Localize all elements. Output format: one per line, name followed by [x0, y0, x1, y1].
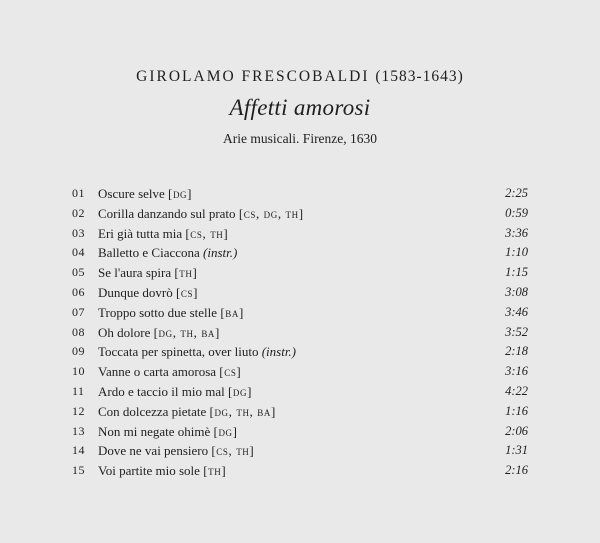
track-performers: [dg] [213, 423, 238, 439]
track-title: Dove ne vai pensiero [98, 443, 209, 459]
track-row [72, 283, 528, 303]
track-title-line [98, 323, 220, 343]
work-subtitle: Arie musicali. Firenze, 1630 [222, 131, 378, 146]
track-row [72, 402, 528, 422]
track-duration: 2:06 [505, 423, 528, 438]
track-instrumental-note: (instr.) [203, 245, 238, 261]
track-number: 12 [72, 403, 85, 418]
track-duration: 2:18 [505, 344, 528, 359]
track-duration: 2:16 [505, 463, 528, 478]
track-performers: [cs, dg, th] [238, 205, 304, 221]
track-title: Toccata per spinetta, over liuto [98, 344, 259, 360]
track-duration: 3:46 [505, 304, 528, 319]
track-title-line [98, 184, 192, 204]
track-title: Vanne o carta amorosa [98, 364, 217, 380]
track-duration: 2:25 [505, 186, 528, 200]
track-row [72, 461, 528, 481]
track-title: Se l'aura spira [98, 265, 172, 281]
track-title-line [98, 422, 238, 442]
track-performers: [dg] [227, 383, 253, 399]
track-title: Troppo sotto due stelle [98, 304, 218, 320]
track-list [72, 184, 528, 481]
track-title-line [98, 382, 252, 402]
track-title: Voi partite mio sole [98, 463, 200, 479]
track-title: Ardo e taccio il mio mal [98, 383, 225, 399]
track-row [72, 184, 528, 204]
track-instrumental-note: (instr.) [261, 344, 297, 360]
track-number: 11 [72, 383, 85, 398]
track-performers: [dg, th, ba] [153, 324, 220, 340]
track-row [72, 441, 528, 461]
track-number: 10 [72, 364, 85, 379]
track-number: 03 [72, 225, 85, 240]
track-title: Con dolcezza pietate [98, 403, 207, 419]
track-performers: [ba] [220, 304, 244, 320]
track-title-line [98, 303, 244, 323]
track-row [72, 263, 528, 283]
track-row [72, 224, 528, 244]
track-title: Oh dolore [98, 324, 151, 340]
track-number: 04 [72, 245, 85, 260]
track-title-line [98, 243, 237, 263]
track-number: 06 [72, 284, 85, 299]
track-number: 07 [72, 304, 85, 319]
track-performers: [cs, th] [211, 443, 255, 459]
track-duration: 1:31 [505, 443, 528, 458]
track-title-line [98, 342, 296, 362]
track-row [72, 323, 528, 343]
header [0, 66, 600, 148]
track-duration: 0:59 [505, 205, 528, 220]
track-duration: 1:15 [505, 265, 528, 280]
track-title: Oscure selve [98, 186, 165, 201]
track-title-line [98, 362, 241, 382]
track-performers: [th] [174, 265, 198, 281]
composer-name: GIROLAMO FRESCOBALDI [136, 68, 370, 85]
track-number: 01 [72, 186, 85, 200]
track-row [72, 303, 528, 323]
work-title: Affetti amorosi [229, 95, 371, 120]
composer-line [0, 66, 600, 88]
track-number: 08 [72, 324, 85, 339]
track-row [72, 382, 528, 402]
composer-years: (1583-1643) [375, 68, 464, 85]
track-performers: [dg] [168, 186, 193, 201]
track-title-line [98, 263, 197, 283]
track-number: 15 [72, 463, 85, 478]
track-row [72, 422, 528, 442]
track-number: 13 [72, 423, 85, 438]
track-title-line [98, 283, 198, 303]
track-title-line [98, 441, 254, 461]
track-number: 05 [72, 265, 85, 280]
track-title-line [98, 402, 276, 422]
track-row [72, 362, 528, 382]
track-row [72, 243, 528, 263]
track-title: Corilla danzando sul prato [98, 205, 236, 221]
track-title: Dunque dovrò [98, 284, 173, 300]
track-number: 14 [72, 443, 85, 458]
track-duration: 3:52 [505, 324, 528, 339]
track-performers: [cs, th] [185, 225, 229, 241]
track-duration: 4:22 [505, 383, 528, 398]
track-title: Eri già tutta mia [98, 225, 183, 241]
track-performers: [dg, th, ba] [209, 403, 276, 419]
track-title-line [98, 224, 228, 244]
track-duration: 3:16 [505, 364, 528, 379]
track-duration: 3:36 [505, 225, 528, 240]
track-duration: 1:10 [505, 245, 528, 260]
track-row [72, 342, 528, 362]
track-title-line [98, 461, 226, 481]
track-duration: 3:08 [505, 284, 528, 299]
track-performers: [cs] [176, 284, 199, 300]
track-row [72, 204, 528, 224]
track-title: Balletto e Ciaccona [98, 245, 200, 261]
track-performers: [cs] [219, 364, 242, 380]
track-number: 09 [72, 344, 85, 359]
track-duration: 1:16 [505, 403, 528, 418]
track-title: Non mi negate ohimè [98, 423, 211, 439]
track-performers: [th] [203, 463, 227, 479]
track-number: 02 [72, 205, 85, 220]
track-title-line [98, 204, 304, 224]
